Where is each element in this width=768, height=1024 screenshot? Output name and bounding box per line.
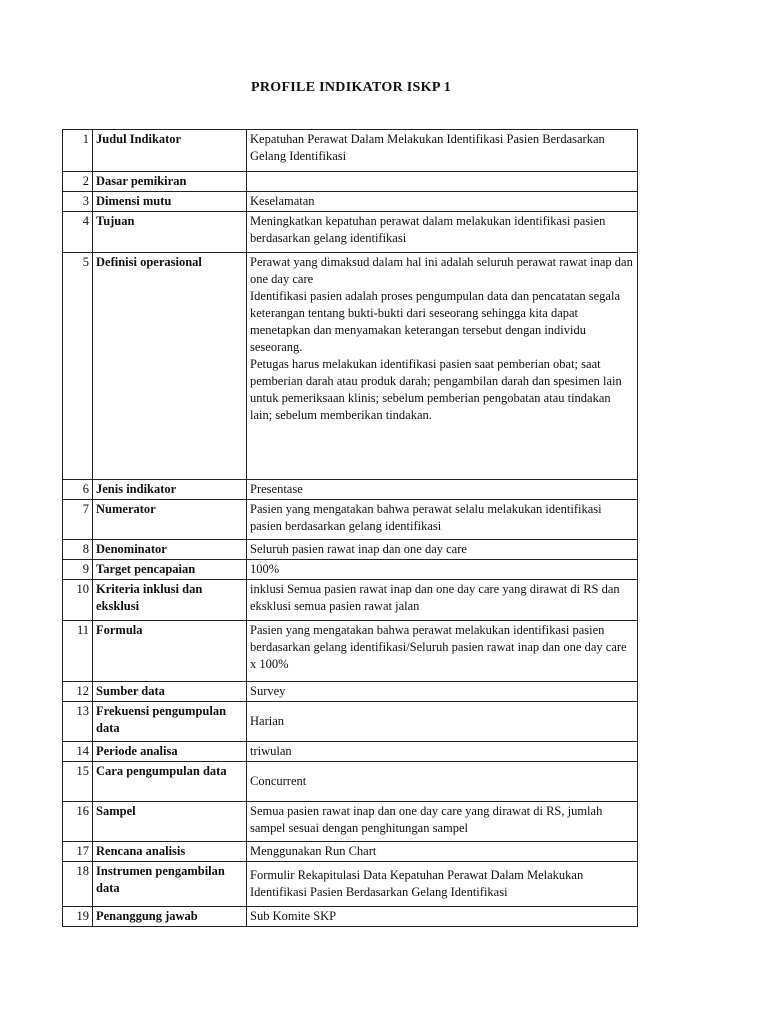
table-row <box>63 621 638 682</box>
table-row <box>63 253 638 480</box>
row-number: 11 <box>63 621 93 682</box>
row-label: Jenis indikator <box>93 480 247 500</box>
table-row <box>63 682 638 702</box>
table-row <box>63 172 638 192</box>
row-label: Frekuensi pengumpulan data <box>93 702 247 742</box>
row-value: Kepatuhan Perawat Dalam Melakukan Identifikasi Pasien Berdasarkan Gelang Identifikasi <box>247 130 638 172</box>
row-value: Formulir Rekapitulasi Data Kepatuhan Perawat Dalam Melakukan Identifikasi Pasien Berdasarkan Gelang Identifikasi <box>247 862 638 907</box>
row-number: 10 <box>63 580 93 621</box>
table-row <box>63 580 638 621</box>
row-number: 4 <box>63 212 93 253</box>
row-label: Dimensi mutu <box>93 192 247 212</box>
row-label: Cara pengumpulan data <box>93 762 247 802</box>
row-number: 1 <box>63 130 93 172</box>
row-number: 9 <box>63 560 93 580</box>
table-row <box>63 540 638 560</box>
row-number: 8 <box>63 540 93 560</box>
table-row <box>63 862 638 907</box>
row-label: Sampel <box>93 802 247 842</box>
row-number: 17 <box>63 842 93 862</box>
row-label: Dasar pemikiran <box>93 172 247 192</box>
indicator-profile-table <box>62 129 638 927</box>
table-row <box>63 480 638 500</box>
table-row <box>63 500 638 540</box>
row-value: Pasien yang mengatakan bahwa perawat melakukan identifikasi pasien berdasarkan gelang identifikasi/Seluruh pasien rawat inap dan one day care x 100% <box>247 621 638 682</box>
row-label: Rencana analisis <box>93 842 247 862</box>
row-value: Survey <box>247 682 638 702</box>
row-number: 6 <box>63 480 93 500</box>
table-row <box>63 130 638 172</box>
row-value: Presentase <box>247 480 638 500</box>
row-number: 15 <box>63 762 93 802</box>
row-label: Instrumen pengambilan data <box>93 862 247 907</box>
row-number: 18 <box>63 862 93 907</box>
table-row <box>63 212 638 253</box>
row-value: 100% <box>247 560 638 580</box>
row-label: Penanggung jawab <box>93 907 247 927</box>
table-row <box>63 702 638 742</box>
row-value: Harian <box>247 702 638 742</box>
row-value: inklusi Semua pasien rawat inap dan one day care yang dirawat di RS dan eksklusi semua pasien rawat jalan <box>247 580 638 621</box>
row-label: Periode analisa <box>93 742 247 762</box>
row-value: Sub Komite SKP <box>247 907 638 927</box>
row-value: Menggunakan Run Chart <box>247 842 638 862</box>
table-row <box>63 560 638 580</box>
row-label: Formula <box>93 621 247 682</box>
page-title: PROFILE INDIKATOR ISKP 1 <box>251 80 451 95</box>
row-label: Tujuan <box>93 212 247 253</box>
row-value: Keselamatan <box>247 192 638 212</box>
row-number: 19 <box>63 907 93 927</box>
table-row <box>63 907 638 927</box>
row-value: triwulan <box>247 742 638 762</box>
row-label: Sumber data <box>93 682 247 702</box>
row-number: 13 <box>63 702 93 742</box>
row-label: Target pencapaian <box>93 560 247 580</box>
row-number: 16 <box>63 802 93 842</box>
table-row <box>63 842 638 862</box>
row-number: 3 <box>63 192 93 212</box>
row-value: Pasien yang mengatakan bahwa perawat selalu melakukan identifikasi pasien berdasarkan gelang identifikasi <box>247 500 638 540</box>
row-label: Judul Indikator <box>93 130 247 172</box>
row-number: 12 <box>63 682 93 702</box>
row-value: Concurrent <box>247 762 638 802</box>
row-number: 14 <box>63 742 93 762</box>
row-label: Numerator <box>93 500 247 540</box>
row-number: 2 <box>63 172 93 192</box>
row-label: Definisi operasional <box>93 253 247 480</box>
row-label: Denominator <box>93 540 247 560</box>
row-value: Seluruh pasien rawat inap dan one day care <box>247 540 638 560</box>
row-value: Semua pasien rawat inap dan one day care yang dirawat di RS, jumlah sampel sesuai dengan penghitungan sampel <box>247 802 638 842</box>
row-value: Meningkatkan kepatuhan perawat dalam melakukan identifikasi pasien berdasarkan gelang identifikasi <box>247 212 638 253</box>
table-row <box>63 762 638 802</box>
row-number: 5 <box>63 253 93 480</box>
table-row <box>63 742 638 762</box>
row-value: Perawat yang dimaksud dalam hal ini adalah seluruh perawat rawat inap dan one day care Identifikasi pasien adalah proses pengumpulan data dan pencatatan segala keterangan tentang bukti-bukti dari seseorang sehingga kita dapat menetapkan dan menyamakan keterangan tersebut dengan individu seseorang. Petugas harus melakukan identifikasi pasien saat pemberian obat; saat pemberian darah atau produk darah; pengambilan darah dan spesimen lain untuk pemeriksaan klinis; sebelum pemberian pengobatan atau tindakan lain; sebelum memberikan tindakan. <box>247 253 638 480</box>
row-label: Kriteria inklusi dan eksklusi <box>93 580 247 621</box>
row-number: 7 <box>63 500 93 540</box>
table-row <box>63 192 638 212</box>
table-row <box>63 802 638 842</box>
row-value <box>247 172 638 192</box>
